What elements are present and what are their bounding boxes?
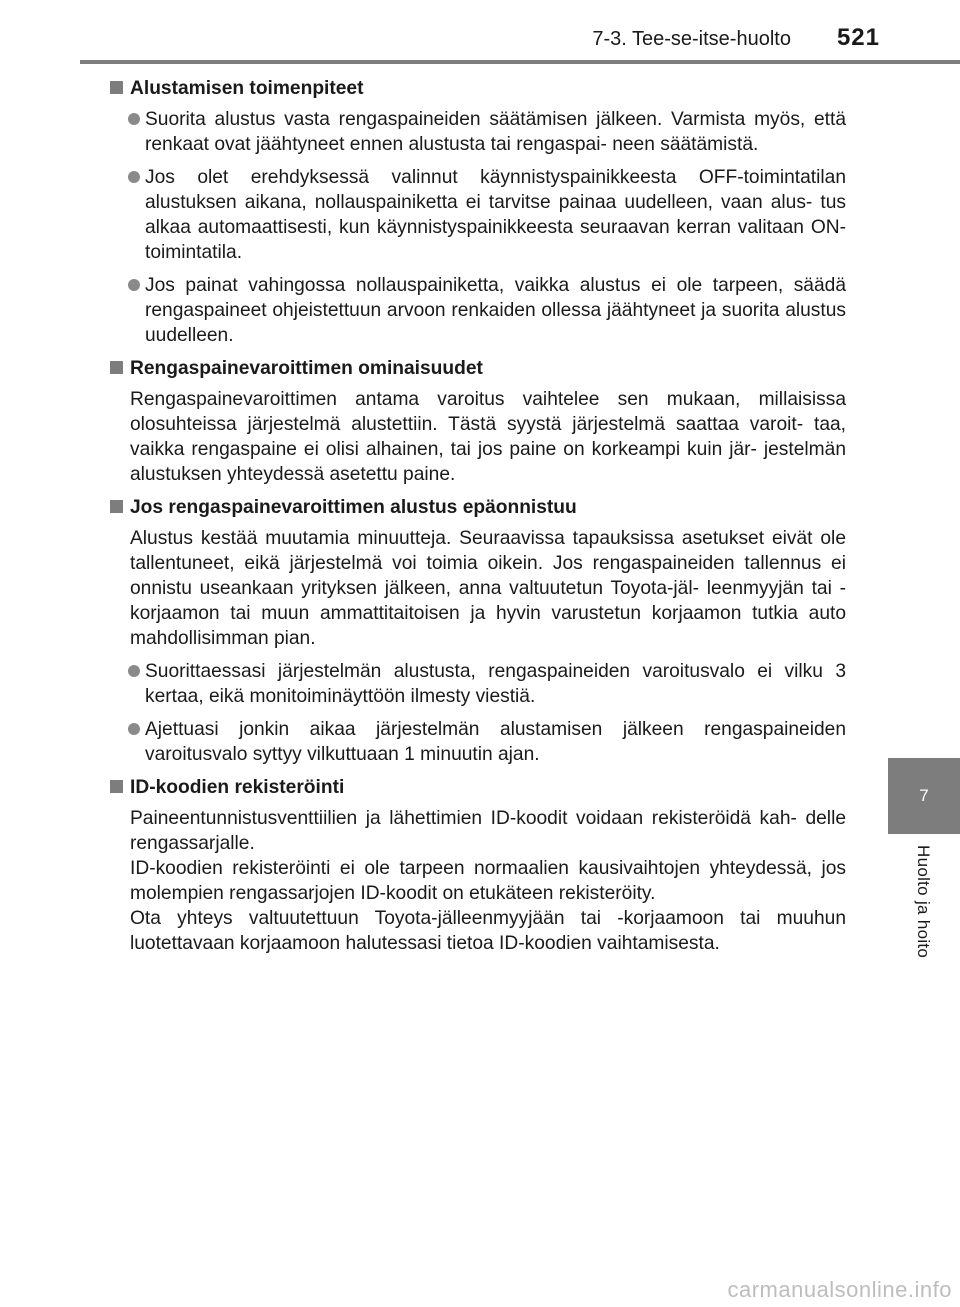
page-header [592,24,880,52]
page-body [110,76,846,964]
section-heading [110,76,846,101]
section-title: 7-3. Tee-se-itse-huolto [592,28,791,50]
list-item [128,717,846,767]
paragraph: Alustus kestää muutamia minuutteja. Seuraavissa tapauksissa asetukset eivät ole tallentuneet, eikä järjestelmä voi toimia oikein. Jos rengaspaineiden tallennus ei onnistu useankaan yrityksen jälkeen, anna valtuutetun Toyota-jäl- leenmyyjän tai -korjaamon tai muun ammattitaitoisen ja hyvin varustetun korjaamon tutkia auto mahdollisimman pian. [130,528,846,649]
chapter-number: 7 [919,786,929,805]
section-id-code-registration [110,775,846,956]
circle-bullet-icon [128,113,140,125]
square-bullet-icon [110,361,123,374]
square-bullet-icon [110,780,123,793]
list-item [128,107,846,157]
list-item-text: Ajettuasi jonkin aikaa järjestelmän alustamisen jälkeen rengaspaineiden varoitusvalo syttyy vilkuttuaan 1 minuutin ajan. [145,719,846,765]
list-item-text: Jos painat vahingossa nollauspainiketta, vaikka alustus ei ole tarpeen, säädä rengaspaineet ohjeistettuun arvoon renkaiden ollessa jäähtyneet ja suorita alustus uudelleen. [145,275,846,346]
section-initialization-fails [110,495,846,767]
page-number: 521 [836,24,880,51]
circle-bullet-icon [128,665,140,677]
list-item-text: Jos olet erehdyksessä valinnut käynnistyspainikkeesta OFF-toimintatilan alustuksen aikana, nollauspainiketta ei tarvitse painaa uudelleen, vaan alus- tus alkaa automaattisesti, kun käynnistyspainikkeesta seuraavan kerran valitaan ON-toimintatila. [145,167,846,263]
chapter-tab [888,758,960,834]
section-heading [110,356,846,381]
paragraph: Ota yhteys valtuutettuun Toyota-jälleenmyyjään tai -korjaamoon tai muuhun luotettavaan korjaamoon halutessasi tietoa ID-koodien vaihtamisesta. [130,908,846,954]
paragraph: Paineentunnistusventtiilien ja lähettimien ID-koodit voidaan rekisteröidä kah- delle rengassarjalle. [130,808,846,854]
heading-text: Alustamisen toimenpiteet [130,78,364,99]
section-heading [110,775,846,800]
circle-bullet-icon [128,171,140,183]
heading-text: ID-koodien rekisteröinti [130,777,345,798]
paragraph: ID-koodien rekisteröinti ei ole tarpeen normaalien kausivaihtojen yhteydessä, jos molempien rengassarjojen ID-koodit on etukäteen rekisteröity. [130,858,846,904]
circle-bullet-icon [128,723,140,735]
list-item-text: Suorittaessasi järjestelmän alustusta, rengaspaineiden varoitusvalo ei vilku 3 kertaa, eikä monitoiminäyttöön ilmesty viestiä. [145,661,846,707]
watermark: carmanualsonline.info [727,1277,952,1302]
list-item [128,659,846,709]
list-item [128,165,846,265]
section-warning-features [110,356,846,487]
header-divider [80,60,960,64]
square-bullet-icon [110,81,123,94]
heading-text: Jos rengaspainevaroittimen alustus epäonnistuu [130,497,577,518]
list-item-text: Suorita alustus vasta rengaspaineiden säätämisen jälkeen. Varmista myös, että renkaat ovat jäähtyneet ennen alustusta tai rengaspai- neen säätämistä. [145,109,846,155]
square-bullet-icon [110,500,123,513]
section-heading [110,495,846,520]
paragraph: Rengaspainevaroittimen antama varoitus vaihtelee sen mukaan, millaisissa olosuhteissa järjestelmä alustettiin. Tästä syystä järjestelmä saattaa varoit- taa, vaikka rengaspaine ei olisi alhainen, tai jos paine on korkeampi kuin jär- jestelmän alustuksen yhteydessä asetettu paine. [130,389,846,485]
circle-bullet-icon [128,279,140,291]
chapter-title: Huolto ja hoito [914,845,933,959]
list-item [128,273,846,348]
section-initialization-procedures [110,76,846,348]
heading-text: Rengaspainevaroittimen ominaisuudet [130,358,483,379]
